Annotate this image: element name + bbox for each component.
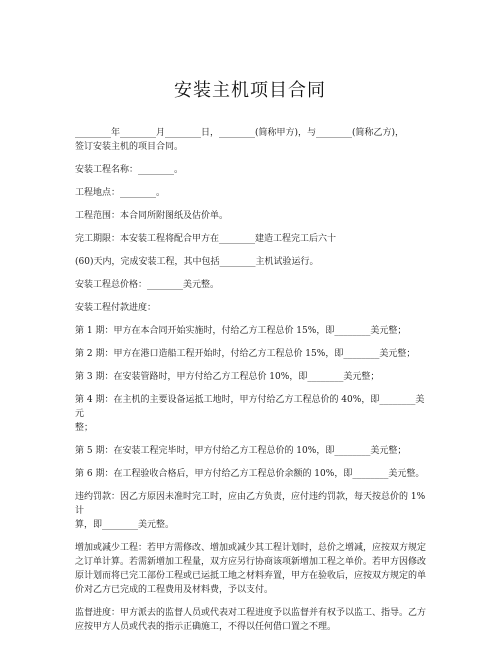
paragraph <box>75 541 430 597</box>
paragraph <box>75 186 430 200</box>
paragraph-line: 整； <box>75 423 94 433</box>
document-body <box>75 126 430 643</box>
paragraph <box>75 301 430 315</box>
paragraph <box>75 324 430 338</box>
paragraph <box>75 606 430 634</box>
paragraph-line: 原计划而将已完工部份工程或已运抵工地之材料弃置，甲方在验收后，应按双方规定的单 <box>75 571 427 581</box>
paragraph-line: 安装工程总价格：________美元整。 <box>75 280 220 290</box>
paragraph-line: 工程地点：________。 <box>75 188 166 198</box>
paragraph-line: 价对乙方已完成的工程费用及材料费，予以支付。 <box>75 585 274 595</box>
paragraph-line: 第 2 期：甲方在港口造船工程开始时，付给乙方工程总价 15%，即________美元整； <box>75 349 416 359</box>
paragraph-line: 工程范围：本合同所附图纸及估价单。 <box>75 211 229 221</box>
paragraph <box>75 467 430 481</box>
paragraph <box>75 278 430 292</box>
paragraph-line: 之订单计算。若需新增加工程量，双方应另行协商该项新增加工程之单价。若甲方因修改 <box>75 557 427 567</box>
paragraph <box>75 370 430 384</box>
paragraph <box>75 393 430 435</box>
paragraph-line: 第 5 期：在安装工程完毕时，甲方付给乙方工程总价的 10%，即________美元整； <box>75 446 407 456</box>
page-title: 安装主机项目合同 <box>174 80 326 101</box>
paragraph-line: 完工期限：本安装工程将配合甲方在________建造工程完工后六十 <box>75 234 337 244</box>
paragraph-line: 增加或减少工程：若甲方需修改、增加或减少其工程计划时，总价之增减，应按双方规定 <box>75 543 427 553</box>
paragraph-line: 安装工程付款进度： <box>75 303 157 313</box>
paragraph-line: 签订安装主机的项目合同。 <box>75 142 184 152</box>
paragraph <box>75 347 430 361</box>
paragraph-line: 监督进度：甲方派去的监督人员或代表对工程进度予以监督并有权予以监工、指导。乙方 <box>75 608 427 618</box>
paragraph-line: ________年________月________日，________(简称甲方)，与________(简称乙方)， <box>75 128 405 138</box>
paragraph-line: (60)天内，完成安装工程，其中包括________主机试验运行。 <box>75 257 319 267</box>
paragraph-line: 第 3 期：在安装管路时，甲方付给乙方工程总价 10%，即________美元整； <box>75 372 380 382</box>
paragraph-line: 违约罚款：因乙方原因未准时完工时，应由乙方负责，应付违约罚款，每天按总价的 1%计 <box>75 492 426 516</box>
paragraph-line: 第 4 期：在主机的主要设备运抵工地时，甲方付给乙方工程总价的 40%，即________美元 <box>75 395 425 419</box>
paragraph <box>75 209 430 223</box>
paragraph-line: 算，即________美元整。 <box>75 520 175 530</box>
paragraph <box>75 163 430 177</box>
paragraph <box>75 126 430 154</box>
paragraph-line: 安装工程名称：________。 <box>75 165 184 175</box>
paragraph-line: 第 6 期：在工程验收合格后，甲方付给乙方工程总价余额的 10%，即________美元整。 <box>75 469 425 479</box>
paragraph <box>75 232 430 246</box>
paragraph-line: 应按甲方人员或代表的指示正确施工，不得以任何借口置之不理。 <box>75 622 337 632</box>
paragraph <box>75 490 430 532</box>
paragraph <box>75 444 430 458</box>
paragraph-line: 第 1 期：甲方在本合同开始实施时，付给乙方工程总价 15%，即________美元整； <box>75 326 407 336</box>
paragraph <box>75 255 430 269</box>
